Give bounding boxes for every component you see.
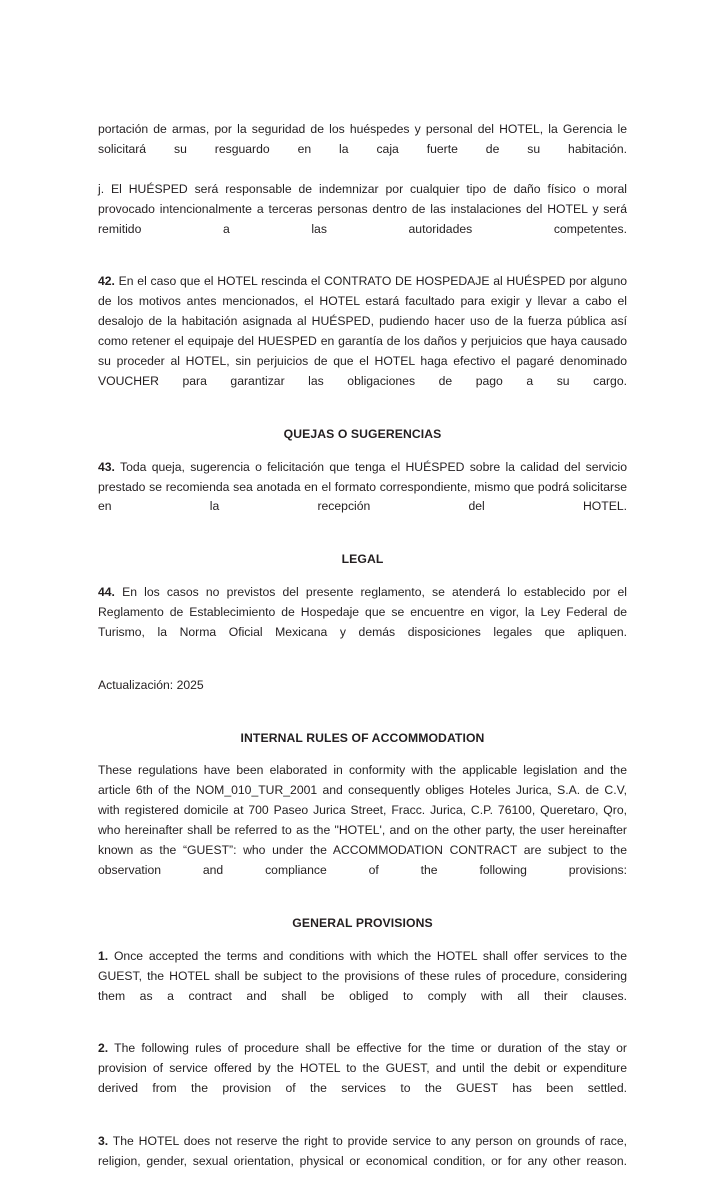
item-number-42: 42. xyxy=(98,274,115,289)
paragraph-english-preamble: These regulations have been elaborated in conformity with the applicable legislation and the article 6th of the NOM_010_TUR_2001 and consequently obliges Hoteles Jurica, S.A. de C.V, with registered domicile at 700 Paseo Jurica Street, Fracc. Jurica, C.P. 76100, Queretaro, Qro, who hereinafter shall be referred to as the "HOTEL', and on the other party, the user hereinafter known as the “GUEST”: who under the ACCOMMODATION CONTRACT are subject to the observation and compliance of the following provisions: xyxy=(98,763,627,877)
paragraph-item-1 xyxy=(98,947,627,1027)
document-body xyxy=(98,120,627,1192)
paragraph-item-43 xyxy=(98,458,627,538)
heading-general-provisions: GENERAL PROVISIONS xyxy=(292,915,433,930)
item-number-1: 1. xyxy=(98,948,109,963)
paragraph-item-42 xyxy=(98,272,627,411)
paragraph-item-3 xyxy=(98,1132,627,1192)
heading-legal: LEGAL xyxy=(341,552,384,567)
item-text-44: En los casos no previstos del presente reglamento, se atenderá lo establecido por el Reglamento de Establecimiento de Hospedaje que se encuentre en vigor, la Ley Federal de Turismo, la Norma Oficial Mexicana y demás disposiciones legales que apliquen. xyxy=(98,585,627,639)
item-text-2: The following rules of procedure shall be effective for the time or duration of the stay or provision of service offered by the HOTEL to the GUEST, and until the debit or expenditure derived from the provision of the services to the GUEST has been settled. xyxy=(98,1041,627,1096)
paragraph-clause-j: j. El HUÉSPED será responsable de indemnizar por cualquier tipo de daño físico o moral provocado intencionalmente a terceras personas dentro de las instalaciones del HOTEL y será remitido a las autoridades competentes. xyxy=(98,181,627,236)
item-text-42: En el caso que el HOTEL rescinda el CONTRATO DE HOSPEDAJE al HUÉSPED por alguno de los motivos antes mencionados, el HOTEL estará facultado para exigir y llevar a cabo el desalojo de la habitación asignada al HUÉSPED, pudiendo hacer uso de la fuerza pública así como retener el equipaje del HUESPED en garantía de los daños y perjuicios que haya causado su proceder al HOTEL, sin perjuicios de que el HOTEL haga efectivo el pagaré denominado VOUCHER para garantizar las obligaciones de pago a su cargo. xyxy=(98,274,627,388)
heading-internal-rules-of-accommodation: INTERNAL RULES OF ACCOMMODATION xyxy=(240,730,485,745)
item-text-1: Once accepted the terms and conditions with which the HOTEL shall offer services to the GUEST, the HOTEL shall be subject to the provisions of these rules of procedure, considering them as a contract and shall be obliged to comply with all their clauses. xyxy=(98,948,627,1003)
heading-quejas-o-sugerencias: QUEJAS O SUGERENCIAS xyxy=(283,426,442,441)
paragraph-item-44 xyxy=(98,583,627,663)
item-text-3: The HOTEL does not reserve the right to provide service to any person on grounds of race, religion, gender, sexual orientation, physical or economical condition, or for any other reason. xyxy=(98,1133,627,1168)
paragraph-actualizacion: Actualización: 2025 xyxy=(98,677,204,692)
item-number-2: 2. xyxy=(98,1041,109,1056)
item-number-3: 3. xyxy=(98,1133,109,1148)
item-text-43: Toda queja, sugerencia o felicitación que tenga el HUÉSPED sobre la calidad del servicio prestado se recomienda sea anotada en el formato correspondiente, mismo que podrá solicitarse en la recepción del HOTEL. xyxy=(98,459,627,514)
paragraph-continued-portacion: portación de armas, por la seguridad de los huéspedes y personal del HOTEL, la Gerencia le solicitará su resguardo en la caja fuerte de su habitación. xyxy=(98,122,627,156)
paragraph-item-2 xyxy=(98,1039,627,1119)
item-number-44: 44. xyxy=(98,585,115,600)
item-number-43: 43. xyxy=(98,459,115,474)
